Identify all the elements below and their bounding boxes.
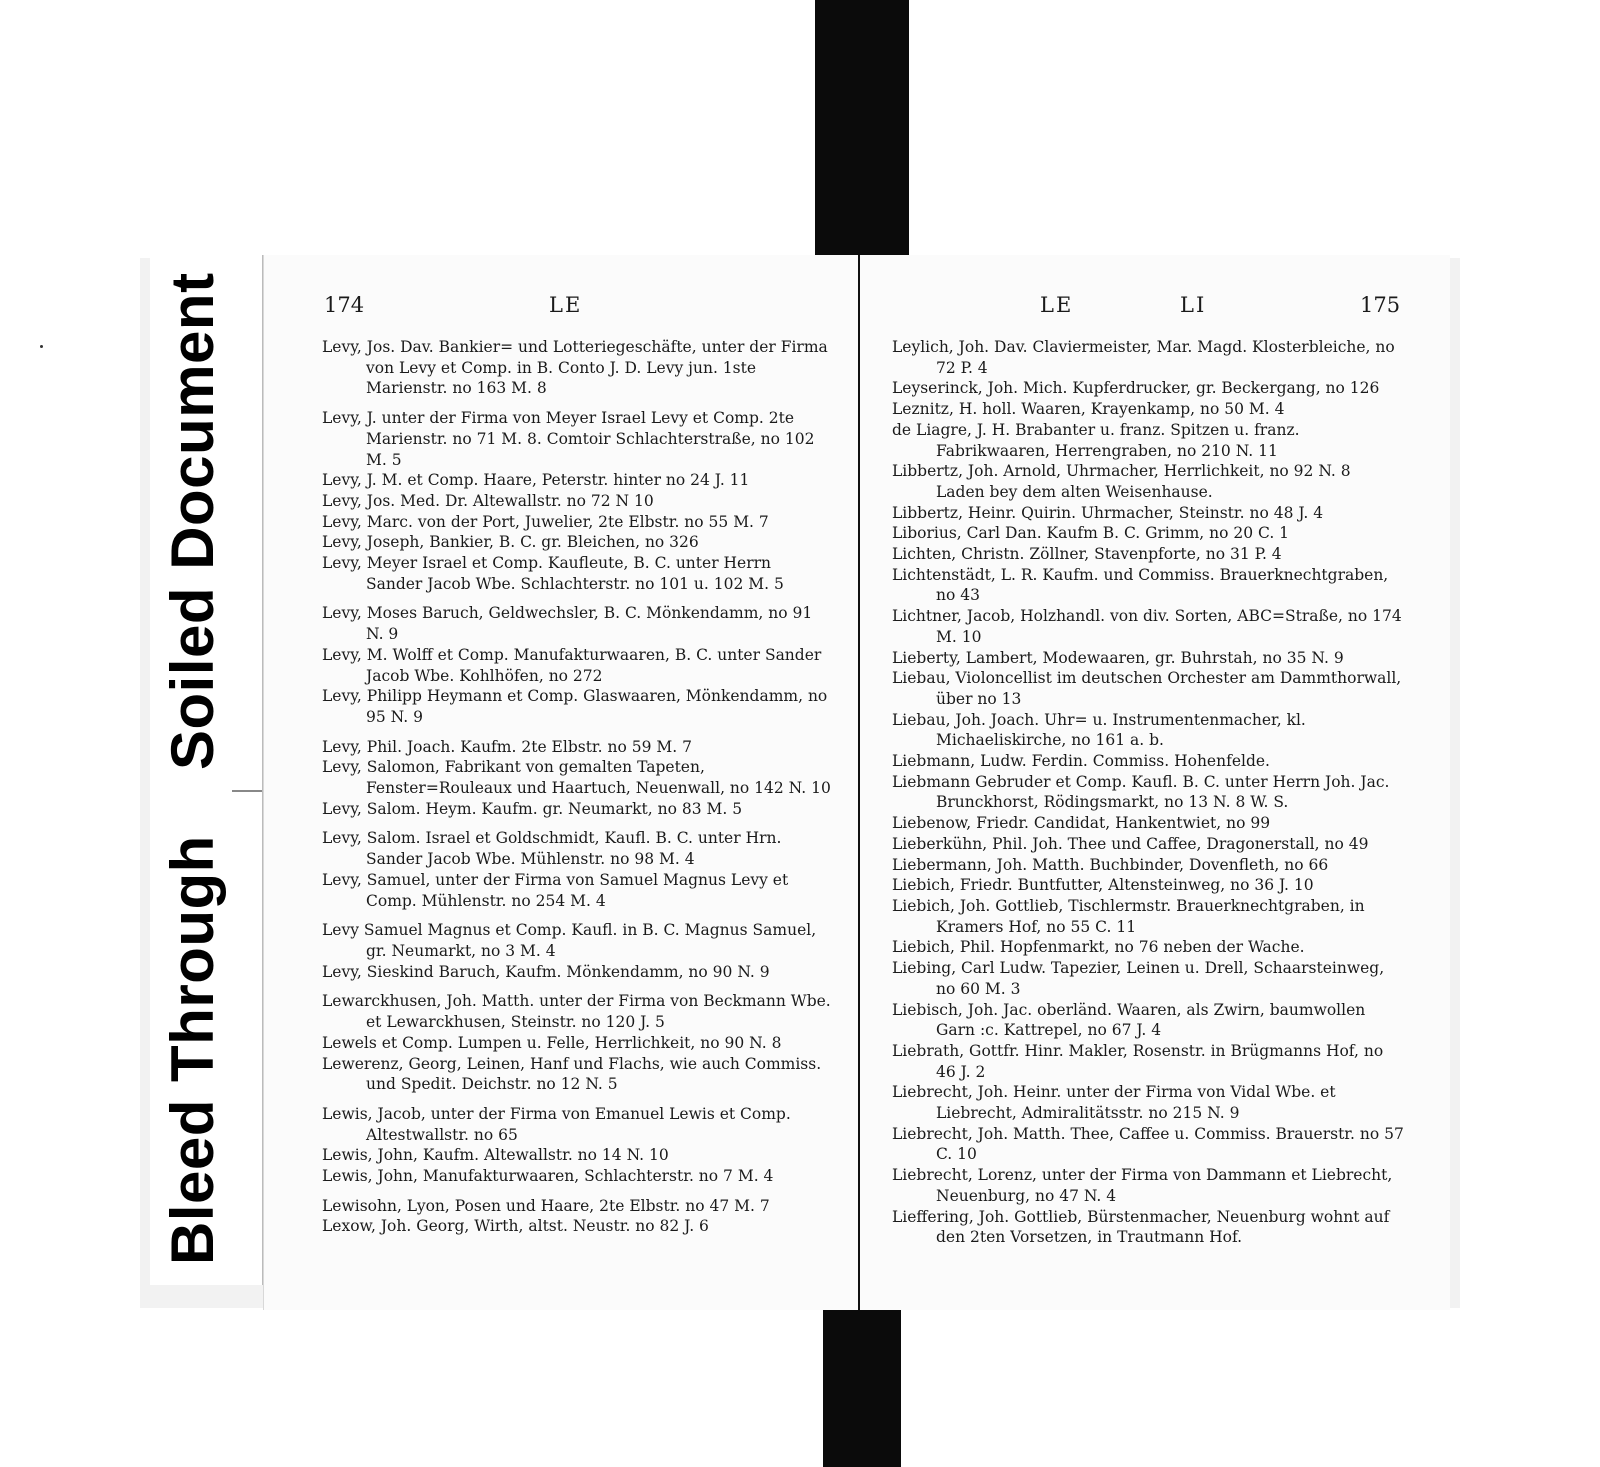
directory-entry: Lichtenstädt, L. R. Kaufm. und Commiss. Brauerknechtgraben, no 43 — [892, 565, 1389, 605]
directory-entry: Levy, Jos. Med. Dr. Altewallstr. no 72 N 10 — [322, 491, 654, 510]
directory-entry: Levy, Salom. Heym. Kaufm. gr. Neumarkt, no 83 M. 5 — [322, 799, 743, 818]
directory-entry: Levy, Philipp Heymann et Comp. Glaswaaren, Mönkendamm, no 95 N. 9 — [322, 687, 828, 726]
directory-entry: Levy, Salom. Israel et Goldschmidt, Kaufl. B. C. unter Hrn. Sander Jacob Wbe. Mühlenstr. no 98 M. 4 — [322, 829, 782, 869]
directory-entry: Liebich, Friedr. Buntfutter, Altensteinweg, no 36 J. 10 — [892, 876, 1314, 895]
directory-entry: Liborius, Carl Dan. Kaufm B. C. Grimm, no 20 C. 1 — [892, 524, 1290, 543]
page-number: 174 — [324, 293, 365, 317]
directory-entry: Levy, Phil. Joach. Kaufm. 2te Elbstr. no 59 M. 7 — [322, 737, 692, 756]
running-head: LE — [549, 293, 583, 317]
directory-entry: Lieberty, Lambert, Modewaaren, gr. Buhrstah, no 35 N. 9 — [892, 648, 1344, 667]
directory-entry: Levy, J. unter der Firma von Meyer Israel Levy et Comp. 2te Marienstr. no 71 M. 8. Comtoir Schlachterstraße, no 102 M. 5 — [322, 409, 815, 469]
directory-entry: Levy Samuel Magnus et Comp. Kaufl. in B. C. Magnus Samuel, gr. Neumarkt, no 3 M. 4 — [322, 921, 817, 960]
directory-entry: Liebenow, Friedr. Candidat, Hankentwiet, no 99 — [892, 814, 1271, 833]
right-page — [860, 255, 1450, 1310]
directory-entry: Lieberkühn, Phil. Joh. Thee und Caffee, Dragonerstall, no 49 — [892, 834, 1369, 853]
label-divider — [232, 790, 262, 792]
binding-shadow-top — [815, 0, 909, 255]
directory-entry: Liebrecht, Joh. Matth. Thee, Caffee u. Commiss. Brauerstr. no 57 C. 10 — [892, 1124, 1404, 1164]
directory-entry: Liebich, Joh. Gottlieb, Tischlermstr. Brauerknechtgraben, in Kramers Hof, no 55 C. 11 — [892, 896, 1365, 936]
left-page — [263, 255, 859, 1310]
directory-entry: Lieffering, Joh. Gottlieb, Bürstenmacher, Neuenburg wohnt auf den 2ten Vorsetzen, in Trautmann Hof. — [892, 1207, 1390, 1247]
directory-entry: Levy, Sieskind Baruch, Kaufm. Mönkendamm, no 90 N. 9 — [322, 962, 770, 981]
directory-entry: Lichten, Christn. Zöllner, Stavenpforte, no 31 P. 4 — [892, 545, 1282, 564]
directory-entry: Liebmann Gebruder et Comp. Kaufl. B. C. unter Herrn Joh. Jac. Brunckhorst, Rödingsmarkt, no 13 N. 8 W. S. — [892, 772, 1390, 812]
watermark-bleed-through: Bleed Through — [159, 835, 226, 1265]
page-number: 175 — [1360, 293, 1401, 317]
directory-entry: Levy, J. M. et Comp. Haare, Peterstr. hinter no 24 J. 11 — [322, 471, 750, 490]
running-head-left: LE — [1040, 293, 1074, 317]
directory-entry: Levy, Samuel, unter der Firma von Samuel Magnus Levy et Comp. Mühlenstr. no 254 M. 4 — [322, 870, 789, 910]
directory-entry: Levy, Moses Baruch, Geldwechsler, B. C. Mönkendamm, no 91 N. 9 — [322, 604, 813, 644]
directory-entry: Levy, Salomon, Fabrikant von gemalten Tapeten, Fenster=Rouleaux und Haartuch, Neuenwall, no 142 N. 10 — [322, 758, 831, 798]
directory-entry: Liebing, Carl Ludw. Tapezier, Leinen u. Drell, Schaarsteinweg, no 60 M. 3 — [892, 959, 1385, 998]
directory-entry: Lewerenz, Georg, Leinen, Hanf und Flachs, wie auch Commiss. und Spedit. Deichstr. no 12 N. 5 — [322, 1054, 822, 1094]
directory-entry: Libbertz, Joh. Arnold, Uhrmacher, Herrlichkeit, no 92 N. 8 Laden bey dem alten Weisenhause. — [892, 462, 1351, 501]
directory-entry: Liebermann, Joh. Matth. Buchbinder, Dovenfleth, no 66 — [892, 855, 1329, 874]
directory-entry: Lewarckhusen, Joh. Matth. unter der Firma von Beckmann Wbe. et Lewarckhusen, Steinstr. no 120 J. 5 — [322, 992, 831, 1032]
left-page-header — [264, 293, 859, 323]
speck — [40, 345, 43, 348]
directory-entry: Leylich, Joh. Dav. Claviermeister, Mar. Magd. Klosterbleiche, no 72 P. 4 — [892, 338, 1395, 377]
directory-entry: Lewis, John, Kaufm. Altewallstr. no 14 N. 10 — [322, 1146, 669, 1165]
directory-entry: Liebau, Joh. Joach. Uhr= u. Instrumentenmacher, kl. Michaeliskirche, no 161 a. b. — [892, 710, 1306, 750]
directory-entry: Liebau, Violoncellist im deutschen Orchester am Dammthorwall, über no 13 — [892, 669, 1402, 708]
directory-entry: Lewisohn, Lyon, Posen und Haare, 2te Elbstr. no 47 M. 7 — [322, 1196, 770, 1215]
directory-entry: Lexow, Joh. Georg, Wirth, altst. Neustr. no 82 J. 6 — [322, 1217, 709, 1236]
directory-entry: Leznitz, H. holl. Waaren, Krayenkamp, no 50 M. 4 — [892, 400, 1285, 419]
directory-entry: Liebrecht, Lorenz, unter der Firma von Dammann et Liebrecht, Neuenburg, no 47 N. 4 — [892, 1166, 1393, 1205]
directory-entry: Lewis, John, Manufakturwaaren, Schlachterstr. no 7 M. 4 — [322, 1167, 774, 1186]
directory-entry: Levy, M. Wolff et Comp. Manufakturwaaren, B. C. unter Sander Jacob Wbe. Kohlhöfen, no 272 — [322, 645, 822, 685]
directory-entry: Lichtner, Jacob, Holzhandl. von div. Sorten, ABC=Straße, no 174 M. 10 — [892, 607, 1402, 646]
directory-entry: Levy, Jos. Dav. Bankier= und Lotteriegeschäfte, unter der Firma von Levy et Comp. in B. Conto J. D. Levy jun. 1ste Marienstr. no 163 M. 8 — [322, 338, 828, 398]
left-entry-list — [322, 337, 831, 1237]
directory-entry: Liebrath, Gottfr. Hinr. Makler, Rosenstr. in Brügmanns Hof, no 46 J. 2 — [892, 1041, 1384, 1081]
directory-entry: de Liagre, J. H. Brabanter u. franz. Spitzen u. franz. Fabrikwaaren, Herrengraben, no 210 N. 11 — [892, 420, 1300, 460]
directory-entry: Liebich, Phil. Hopfenmarkt, no 76 neben der Wache. — [892, 938, 1305, 957]
directory-entry: Leyserinck, Joh. Mich. Kupferdrucker, gr. Beckergang, no 126 — [892, 379, 1380, 398]
binding-shadow-bottom — [823, 1310, 901, 1467]
directory-entry: Levy, Joseph, Bankier, B. C. gr. Bleichen, no 326 — [322, 533, 699, 552]
running-head-right: LI — [1180, 293, 1207, 317]
directory-entry: Liebisch, Joh. Jac. oberländ. Waaren, als Zwirn, baumwollen Garn :c. Kattrepel, no 67 J. 4 — [892, 1000, 1366, 1040]
directory-entry: Liebmann, Ludw. Ferdin. Commiss. Hohenfelde. — [892, 752, 1270, 771]
directory-entry: Libbertz, Heinr. Quirin. Uhrmacher, Steinstr. no 48 J. 4 — [892, 503, 1324, 522]
directory-entry: Levy, Marc. von der Port, Juwelier, 2te Elbstr. no 55 M. 7 — [322, 512, 769, 531]
directory-entry: Levy, Meyer Israel et Comp. Kaufleute, B. C. unter Herrn Sander Jacob Wbe. Schlachterstr. no 101 u. 102 M. 5 — [322, 554, 784, 593]
right-page-header — [860, 293, 1450, 323]
right-entry-list — [892, 337, 1404, 1248]
directory-entry: Liebrecht, Joh. Heinr. unter der Firma von Vidal Wbe. et Liebrecht, Admiralitätsstr. no 215 N. 9 — [892, 1083, 1336, 1123]
directory-entry: Lewis, Jacob, unter der Firma von Emanuel Lewis et Comp. Altestwallstr. no 65 — [322, 1104, 791, 1144]
watermark-soiled-document: Soiled Document — [159, 272, 226, 770]
directory-entry: Lewels et Comp. Lumpen u. Felle, Herrlichkeit, no 90 N. 8 — [322, 1033, 782, 1052]
